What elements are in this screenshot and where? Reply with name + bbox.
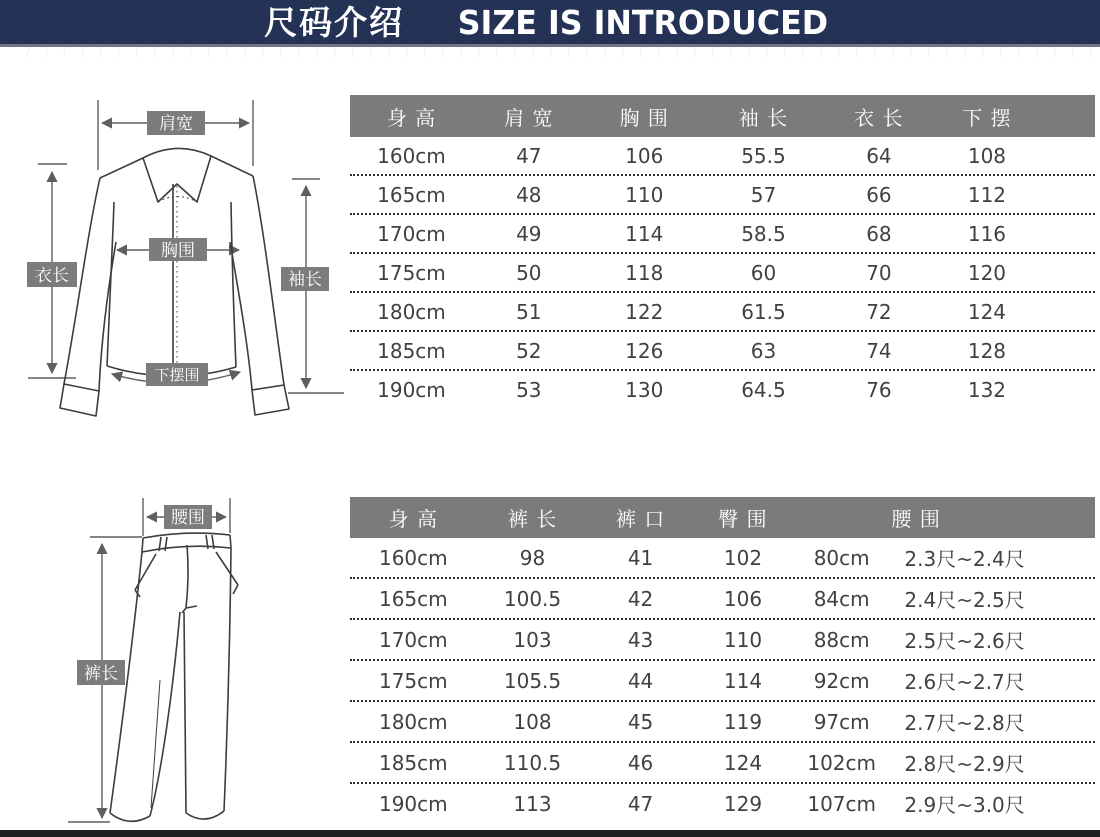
table-cell: 45: [627, 709, 654, 734]
table-cell: 100.5: [503, 586, 562, 611]
table-cell: 51: [516, 299, 542, 324]
header-waist: 腰 围: [891, 507, 941, 531]
table-cell: 160cm: [378, 545, 448, 570]
table-cell: 50: [516, 260, 542, 285]
table-row: [350, 741, 1095, 782]
table-row: [350, 782, 1095, 823]
pants-size-table: [350, 497, 1095, 823]
table-cell: 190cm: [378, 791, 448, 816]
table-cell: 55.5: [741, 143, 786, 168]
page-title-zh: 尺码介绍: [264, 2, 405, 42]
sleeve-label: 袖长: [288, 270, 322, 290]
table-cell: 102: [723, 545, 763, 570]
table-cell: 160cm: [377, 143, 446, 168]
table-row: [350, 369, 1095, 408]
table-cell: 72: [866, 299, 892, 324]
pants-outline: [110, 533, 238, 821]
table-cell: 2.9尺~3.0尺: [904, 793, 1025, 817]
table-cell: 128: [967, 338, 1007, 363]
table-cell: 44: [627, 668, 654, 693]
table-cell: 66: [866, 182, 892, 207]
table-cell: 124: [967, 299, 1007, 324]
table-cell: 47: [627, 791, 654, 816]
table-cell: 41: [627, 545, 654, 570]
table-cell: 170cm: [378, 627, 448, 652]
table-cell: 58.5: [741, 221, 786, 246]
table-cell: 175cm: [377, 260, 446, 285]
table-cell: 61.5: [741, 299, 786, 324]
table-cell: 57: [750, 182, 777, 207]
table-cell: 2.4尺~2.5尺: [904, 588, 1025, 612]
table-cell: 120: [967, 260, 1007, 285]
table-cell: 98: [519, 545, 546, 570]
table-row: [350, 659, 1095, 700]
table-cell: 108: [513, 709, 552, 734]
table-cell: 112: [967, 182, 1007, 207]
chest-label: 胸围: [161, 241, 195, 261]
length-label: 衣长: [35, 266, 69, 286]
table-cell: 49: [516, 221, 542, 246]
header-height: 身 高: [386, 105, 437, 130]
table-cell: 52: [516, 338, 542, 363]
table-cell: 88cm: [813, 627, 870, 652]
table-cell: 124: [723, 750, 763, 775]
pants-table-body: [350, 538, 1095, 823]
table-row: [350, 700, 1095, 741]
shirt-size-table: [350, 95, 1095, 408]
header-hem: 下 摆: [962, 105, 1012, 130]
table-cell: 130: [625, 377, 664, 402]
table-cell: 60: [750, 260, 777, 285]
table-cell: 185cm: [378, 750, 448, 775]
table-cell: 2.8尺~2.9尺: [904, 752, 1025, 776]
table-cell: 84cm: [813, 586, 870, 611]
table-cell: 185cm: [377, 338, 446, 363]
table-cell: 103: [513, 627, 552, 652]
pants-diagram: [40, 480, 340, 832]
header-leg-opening: 裤 口: [615, 507, 666, 531]
table-cell: 47: [516, 143, 542, 168]
table-cell: 68: [866, 221, 892, 246]
table-cell: 114: [723, 668, 763, 693]
table-cell: 165cm: [378, 586, 448, 611]
table-row: [350, 577, 1095, 618]
table-cell: 118: [625, 260, 664, 285]
table-cell: 46: [627, 750, 654, 775]
table-cell: 102cm: [807, 750, 876, 775]
table-row: [350, 330, 1095, 369]
table-row: [350, 291, 1095, 330]
table-cell: 48: [516, 182, 542, 207]
table-cell: 170cm: [377, 221, 446, 246]
table-cell: 190cm: [377, 377, 446, 402]
table-row: [350, 252, 1095, 291]
table-cell: 80cm: [813, 545, 870, 570]
table-row: [350, 174, 1095, 213]
table-cell: 113: [513, 791, 552, 816]
table-cell: 122: [625, 299, 664, 324]
shirt-dimension-labels: [27, 111, 329, 386]
table-cell: 180cm: [378, 709, 448, 734]
table-cell: 126: [625, 338, 664, 363]
table-cell: 116: [967, 221, 1007, 246]
pants-table-header: [350, 497, 1095, 538]
table-cell: 2.3尺~2.4尺: [904, 547, 1025, 571]
header-garment-length: 衣 长: [854, 105, 904, 130]
title-banner: [0, 0, 1100, 47]
header-chest: 胸 围: [619, 105, 669, 130]
table-cell: 42: [627, 586, 654, 611]
table-cell: 43: [627, 627, 654, 652]
header-hip: 臀 围: [718, 507, 768, 531]
header-shoulder: 肩 宽: [504, 105, 554, 130]
table-cell: 132: [967, 377, 1007, 402]
table-cell: 110: [625, 182, 664, 207]
table-cell: 76: [866, 377, 892, 402]
waist-label: 腰围: [171, 508, 205, 528]
table-cell: 2.7尺~2.8尺: [904, 711, 1025, 735]
shirt-table-header: [350, 95, 1095, 137]
shirt-diagram: [0, 90, 345, 420]
table-cell: 92cm: [813, 668, 870, 693]
shoulder-label: 肩宽: [159, 114, 193, 134]
table-row: [350, 137, 1095, 174]
table-cell: 70: [866, 260, 892, 285]
table-cell: 97cm: [813, 709, 870, 734]
table-cell: 2.5尺~2.6尺: [904, 629, 1025, 653]
table-cell: 108: [967, 143, 1007, 168]
shirt-table-body: [350, 137, 1095, 408]
table-cell: 110.5: [503, 750, 562, 775]
table-cell: 64: [866, 143, 892, 168]
pants-dimension-labels: [77, 505, 212, 685]
table-cell: 64.5: [741, 377, 786, 402]
table-row: [350, 538, 1095, 577]
bottom-bar: [0, 830, 1100, 837]
table-row: [350, 618, 1095, 659]
table-cell: 175cm: [378, 668, 448, 693]
table-cell: 119: [723, 709, 763, 734]
table-cell: 53: [516, 377, 542, 402]
table-cell: 129: [723, 791, 763, 816]
table-cell: 63: [750, 338, 777, 363]
header-pant-length: 裤 长: [507, 507, 558, 531]
pant-length-label: 裤长: [84, 664, 118, 684]
page-title-en: SIZE IS INTRODUCED: [457, 2, 829, 42]
table-cell: 106: [625, 143, 664, 168]
table-cell: 110: [723, 627, 763, 652]
header-sleeve: 袖 长: [738, 105, 789, 130]
hem-label: 下摆围: [154, 366, 200, 384]
table-cell: 180cm: [377, 299, 446, 324]
table-cell: 114: [625, 221, 664, 246]
table-cell: 107cm: [807, 791, 876, 816]
table-cell: 2.6尺~2.7尺: [904, 670, 1025, 694]
table-cell: 105.5: [503, 668, 562, 693]
table-cell: 106: [723, 586, 763, 611]
table-row: [350, 213, 1095, 252]
torn-paper-edge: [0, 47, 1100, 57]
header-height: 身 高: [388, 507, 438, 531]
table-cell: 74: [866, 338, 892, 363]
table-cell: 165cm: [377, 182, 446, 207]
